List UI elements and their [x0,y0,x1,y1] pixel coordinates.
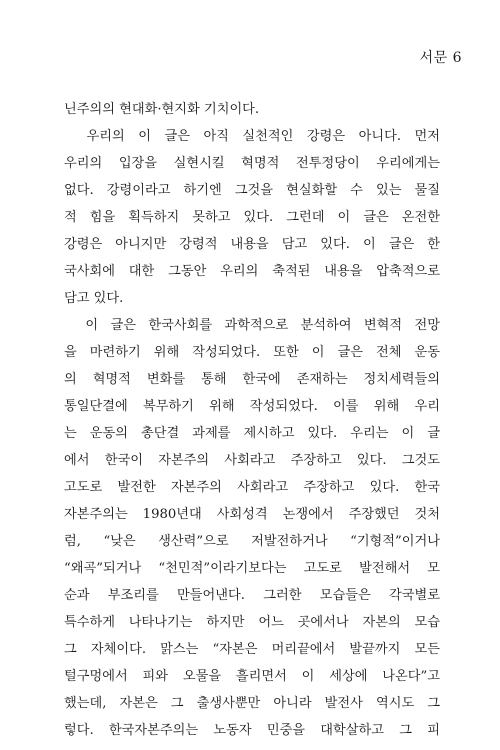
text-line: 순과 부조리를 만들어낸다. 그러한 모습들은 각국별로 [64,588,440,603]
text-line: 우리의 입장을 실현시킬 혁명적 전투정당이 우리에게는 [64,156,440,171]
text-line: 담고 있다. [64,291,124,306]
text-line: 이 글은 한국사회를 과학적으로 분석하여 변혁적 전망 [64,318,440,333]
text-line: 자본주의는 1980년대 사회성격 논쟁에서 주장했던 것처 [64,507,440,522]
running-head: 서문 6 [419,50,462,66]
text-line: 럼, “낮은 생산력”으로 저발전하거나 “기형적”이거나 [64,534,440,549]
text-line: 닌주의의 현대화·현지화 기치이다. [64,102,260,117]
text-line: 강령은 아니지만 강령적 내용을 담고 있다. 이 글은 한 [64,237,440,252]
text-line: “왜곡”되거나 “천민적”이라기보다는 고도로 발전해서 모 [64,561,440,576]
text-line: 통일단결에 복무하기 위해 작성되었다. 이를 위해 우리 [64,399,440,414]
text-line: 특수하게 나타나기는 하지만 어느 곳에서나 자본의 모습 [64,615,440,630]
text-line: 렇다. 한국자본주의는 노동자 민중을 대학살하고 그 피 [64,723,440,738]
text-line: 했는데, 자본은 그 출생사뿐만 아니라 발전사 역시도 그 [64,696,440,711]
text-line: 고도로 발전한 자본주의 사회라고 주장하고 있다. 한국 [64,480,440,495]
text-line: 국사회에 대한 그동안 우리의 축적된 내용을 압축적으로 [64,264,440,279]
text-line: 적 힘을 획득하지 못하고 있다. 그런데 이 글은 온전한 [64,210,440,225]
text-line: 우리의 이 글은 아직 실천적인 강령은 아니다. 먼저 [64,129,440,144]
text-line: 털구멍에서 피와 오물을 흘리면서 이 세상에 나온다”고 [64,669,440,684]
text-line: 는 운동의 총단결 과제를 제시하고 있다. 우리는 이 글 [64,426,440,441]
text-line: 을 마련하기 위해 작성되었다. 또한 이 글은 전체 운동 [64,345,440,360]
text-line: 없다. 강령이라고 하기엔 그것을 현실화할 수 있는 물질 [64,183,440,198]
text-line: 의 혁명적 변화를 통해 한국에 존재하는 정치세력들의 [64,372,440,387]
text-line: 에서 한국이 자본주의 사회라고 주장하고 있다. 그것도 [64,453,440,468]
body-text [64,96,440,744]
text-line: 그 자체이다. 맑스는 “자본은 머리끝에서 발끝까지 모든 [64,642,440,657]
